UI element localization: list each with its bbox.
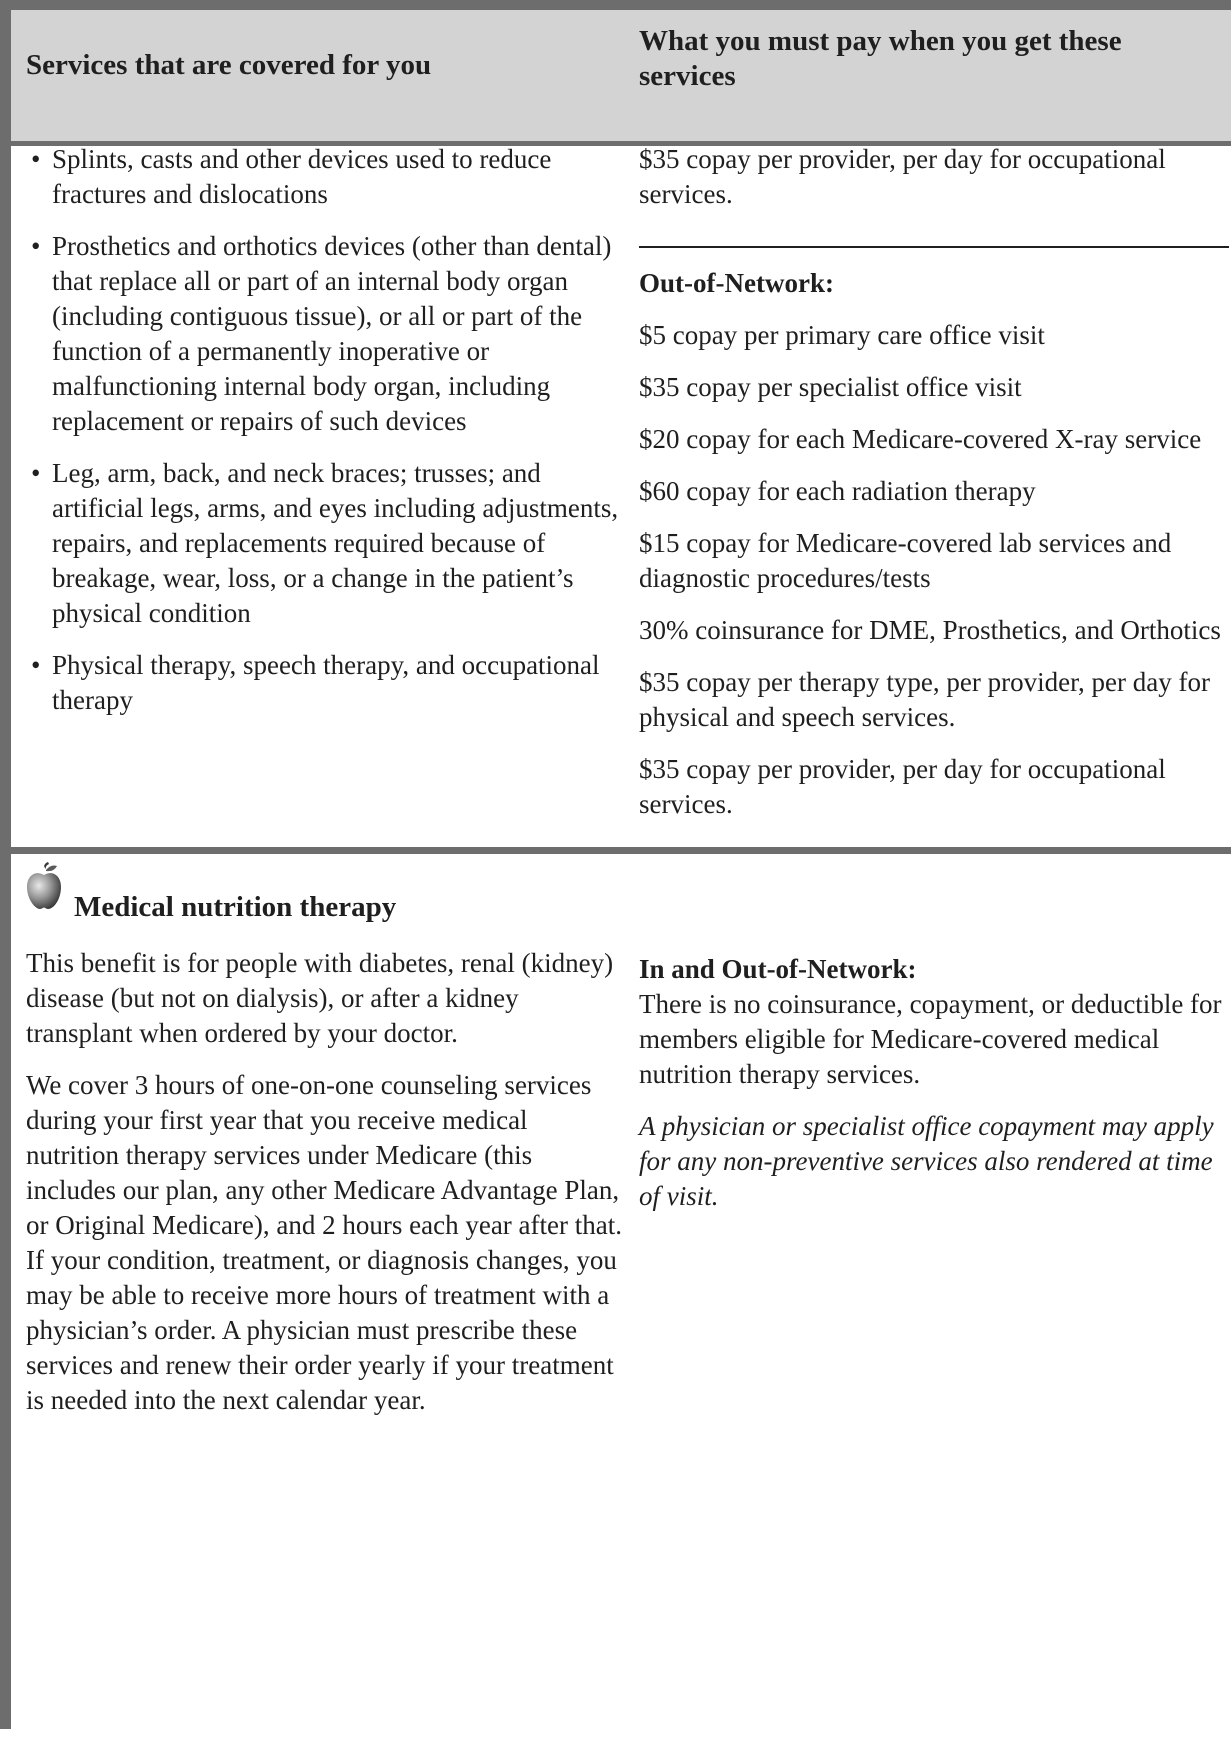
out-of-network-heading: Out-of-Network: — [639, 268, 834, 298]
list-item: $20 copay for each Medicare-covered X-ray service — [639, 424, 1202, 454]
list-item: • Leg, arm, back, and neck braces; trusses; and artificial legs, arms, and eyes including adjustments, repairs, and replacements required because of breakage, wear, loss, or a change in the patient’s physical condition — [31, 458, 619, 628]
nutrition-cost-column — [639, 952, 1229, 1214]
devices-list — [26, 142, 626, 718]
row-devices-therapy — [11, 146, 1231, 847]
list-item: $35 copay per therapy type, per provider, per day for physical and speech services. — [639, 667, 1210, 732]
list-item: • Splints, casts and other devices used to reduce fractures and dislocations — [31, 144, 552, 209]
bullet-icon: • — [31, 650, 41, 680]
list-item: 30% coinsurance for DME, Prosthetics, and Orthotics — [639, 615, 1221, 645]
header-covered-services: Services that are covered for you — [26, 49, 432, 81]
eligibility-paragraph: This benefit is for people with diabetes, renal (kidney) disease (but not on dialysis), or after a kidney transplant when ordered by your doctor. — [26, 948, 614, 1048]
copayment-note: A physician or specialist office copayment may apply for any non-preventive services also rendered at time of visit. — [639, 1111, 1214, 1211]
section-title: Medical nutrition therapy — [74, 891, 397, 923]
bullet-icon: • — [31, 144, 41, 174]
divider — [639, 246, 1229, 248]
occupational-copay-in-network: $35 copay per provider, per day for occupational services. — [639, 144, 1166, 209]
list-item: • Prosthetics and orthotics devices (other than dental) that replace all or part of an internal body organ (including contiguous tissue), or all or part of the function of a permanently inoperative or malfunctioning internal body organ, including replacement or repairs of such devices — [31, 231, 612, 436]
list-item: $60 copay for each radiation therapy — [639, 476, 1036, 506]
table-header — [11, 10, 1231, 146]
nutrition-description-column — [26, 946, 626, 1418]
list-item: $35 copay per provider, per day for occupational services. — [639, 754, 1166, 819]
coverage-paragraph: We cover 3 hours of one-on-one counseling services during your first year that you receive medical nutrition therapy services under Medicare (this includes our plan, any other Medicare Advantage Plan, or Original Medicare), and 2 hours each year after that. If your condition, treatment, or diagnosis changes, you may be able to receive more hours of treatment with a physician’s order. A physician must prescribe these services and renew their order yearly if your treatment is needed into the next calendar year. — [26, 1070, 622, 1415]
apple-icon — [26, 862, 62, 910]
list-item: $35 copay per specialist office visit — [639, 372, 1022, 402]
list-item: $15 copay for Medicare-covered lab services and diagnostic procedures/tests — [639, 528, 1172, 593]
row-divider — [11, 847, 1231, 854]
list-item: • Physical therapy, speech therapy, and occupational therapy — [31, 650, 600, 715]
list-item: $5 copay per primary care office visit — [639, 320, 1045, 350]
bullet-icon: • — [31, 231, 41, 261]
bullet-icon: • — [31, 458, 41, 488]
in-out-network-heading: In and Out-of-Network: — [639, 954, 917, 984]
no-cost-text: There is no coinsurance, copayment, or deductible for members eligible for Medicare-covered medical nutrition therapy services. — [639, 989, 1222, 1089]
devices-cost-column — [639, 142, 1229, 839]
row-medical-nutrition-therapy — [11, 854, 1231, 1739]
devices-column — [26, 142, 626, 735]
header-what-you-pay: What you must pay when you get these services — [639, 25, 1122, 92]
